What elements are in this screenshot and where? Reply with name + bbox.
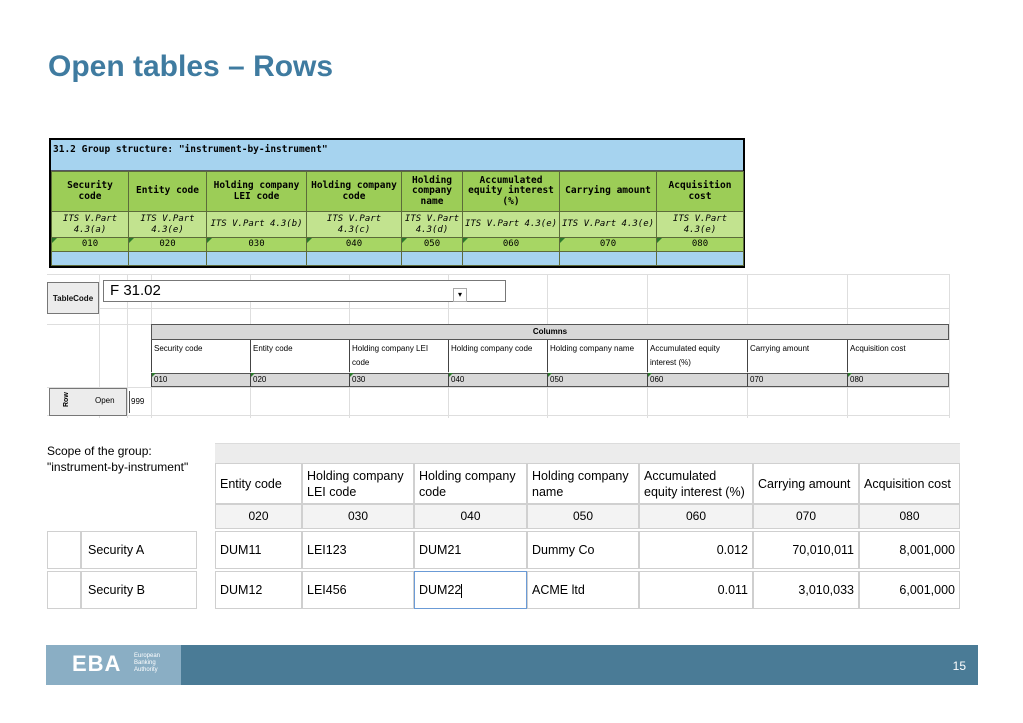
column-code: 020 [129, 238, 207, 252]
legal-reference: ITS V.Part 4.3(e) [129, 212, 207, 238]
acquisition-cost-input[interactable]: 6,001,000 [859, 571, 960, 609]
column-header: Holding company name [527, 463, 639, 504]
column-code: 030 [349, 373, 448, 387]
tablecode-grid [47, 274, 950, 418]
empty-cell[interactable] [463, 252, 560, 266]
empty-cell[interactable] [207, 252, 307, 266]
columns-band: Columns [151, 324, 949, 340]
row-label: Security A [81, 531, 197, 569]
column-code: 070 [747, 373, 847, 387]
equity-interest-input[interactable]: 0.012 [639, 531, 753, 569]
tablecode-field[interactable]: F 31.02 [103, 280, 506, 302]
column-code: 060 [647, 373, 747, 387]
legal-reference: ITS V.Part 4.3(e) [560, 212, 657, 238]
holding-code-input-active[interactable]: DUM22 [414, 571, 527, 609]
eba-org-name: European Banking Authority [134, 653, 161, 673]
column-code: 050 [527, 504, 639, 529]
column-code: 080 [657, 238, 744, 252]
tablecode-button[interactable]: TableCode [47, 282, 99, 314]
legal-reference: ITS V.Part 4.3(a) [52, 212, 129, 238]
column-code: 030 [302, 504, 414, 529]
legal-reference: ITS V.Part 4.3(e) [657, 212, 744, 238]
lei-code-input[interactable]: LEI456 [302, 571, 414, 609]
column-code: 020 [215, 504, 302, 529]
column-header: Entity code [250, 340, 349, 372]
column-code: 080 [859, 504, 960, 529]
column-header: Carrying amount [560, 172, 657, 212]
page-number: 15 [952, 659, 966, 673]
row-button[interactable] [49, 388, 127, 416]
template-header: 31.2 Group structure: "instrument-by-instrument" [51, 140, 743, 171]
open-label: Open [95, 396, 115, 405]
column-header: Holding company LEI code [207, 172, 307, 212]
text-cursor [461, 584, 462, 598]
entity-code-input[interactable]: DUM11 [215, 531, 302, 569]
column-header: Holding company name [402, 172, 463, 212]
column-code: 040 [414, 504, 527, 529]
holding-name-input[interactable]: Dummy Co [527, 531, 639, 569]
legal-reference: ITS V.Part 4.3(d) [402, 212, 463, 238]
column-code: 030 [207, 238, 307, 252]
excel-template-table [49, 138, 745, 268]
column-code: 080 [847, 373, 949, 387]
column-code: 040 [307, 238, 402, 252]
holding-name-input[interactable]: ACME ltd [527, 571, 639, 609]
column-header: Holding company code [307, 172, 402, 212]
acquisition-cost-input[interactable]: 8,001,000 [859, 531, 960, 569]
row-selector[interactable] [47, 571, 81, 609]
column-header: Acquisition cost [859, 463, 960, 504]
empty-cell[interactable] [402, 252, 463, 266]
column-header: Entity code [215, 463, 302, 504]
column-header: Carrying amount [747, 340, 847, 372]
column-header: Accumulated equity interest (%) [463, 172, 560, 212]
column-header: Holding company LEI code [349, 340, 448, 372]
carrying-amount-input[interactable]: 70,010,011 [753, 531, 859, 569]
column-header: Carrying amount [753, 463, 859, 504]
empty-cell[interactable] [52, 252, 129, 266]
empty-cell[interactable] [307, 252, 402, 266]
empty-cell[interactable] [657, 252, 744, 266]
column-header: Holding company code [414, 463, 527, 504]
eba-logo: EBA [72, 651, 122, 676]
row-selector[interactable] [47, 531, 81, 569]
scope-label: Scope of the group: "instrument-by-instrument" [47, 444, 189, 474]
column-header: Acquisition cost [657, 172, 744, 212]
holding-code-input[interactable]: DUM21 [414, 531, 527, 569]
column-code: 050 [402, 238, 463, 252]
data-entry-form [47, 443, 960, 611]
column-code: 070 [753, 504, 859, 529]
column-header: Holding company LEI code [302, 463, 414, 504]
row-label: Row [63, 392, 70, 407]
dropdown-arrow-icon[interactable]: ▾ [453, 288, 467, 302]
legal-reference: ITS V.Part 4.3(b) [207, 212, 307, 238]
legal-reference: ITS V.Part 4.3(e) [463, 212, 560, 238]
slide-title: Open tables – Rows [48, 50, 334, 83]
column-header: Accumulated equity interest (%) [647, 340, 747, 372]
legal-reference: ITS V.Part 4.3(c) [307, 212, 402, 238]
column-code: 060 [463, 238, 560, 252]
equity-interest-input[interactable]: 0.011 [639, 571, 753, 609]
column-code: 020 [250, 373, 349, 387]
column-code: 070 [560, 238, 657, 252]
column-header: Security code [151, 340, 250, 372]
column-header: Accumulated equity interest (%) [639, 463, 753, 504]
column-code: 050 [547, 373, 647, 387]
column-header: Holding company name [547, 340, 647, 372]
footer-bar [46, 645, 978, 685]
header-band [215, 443, 960, 463]
entity-code-input[interactable]: DUM12 [215, 571, 302, 609]
column-code: 010 [52, 238, 129, 252]
row-label: Security B [81, 571, 197, 609]
column-code: 060 [639, 504, 753, 529]
empty-cell[interactable] [560, 252, 657, 266]
carrying-amount-input[interactable]: 3,010,033 [753, 571, 859, 609]
lei-code-input[interactable]: LEI123 [302, 531, 414, 569]
empty-cell[interactable] [129, 252, 207, 266]
column-header: Acquisition cost [847, 340, 949, 372]
column-header: Holding company code [448, 340, 547, 372]
eba-logo-box [46, 645, 181, 685]
column-code: 010 [151, 373, 250, 387]
column-header: Security code [52, 172, 129, 212]
open-row-value: 999 [129, 391, 151, 413]
column-code: 040 [448, 373, 547, 387]
column-header: Entity code [129, 172, 207, 212]
